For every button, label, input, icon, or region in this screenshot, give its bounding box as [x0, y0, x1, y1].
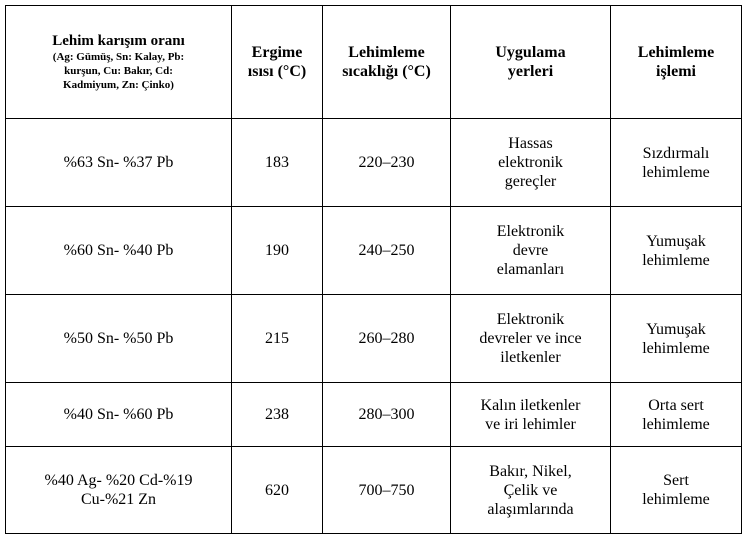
application-line: Hassas: [508, 135, 553, 152]
cell-solder-mix: [6, 119, 232, 207]
header-application-areas: [451, 6, 611, 119]
process-line: lehimleme: [642, 163, 710, 181]
process-line: lehimleme: [642, 415, 710, 433]
solder-mix-text: %40 Ag- %20 Cd-%19: [44, 472, 193, 489]
application-line: ve iri lehimler: [485, 415, 576, 433]
solder-mix-text: %40 Sn- %60 Pb: [63, 406, 174, 423]
solder-mix-table: [5, 5, 742, 534]
cell-solder-mix: [6, 207, 232, 295]
process-line: Yumuşak: [646, 232, 706, 250]
cell-application-areas: [451, 119, 611, 207]
cell-application-areas: [451, 207, 611, 295]
header-soldering-process-line-1: Lehimleme: [637, 44, 715, 61]
header-melting-point-line-1: Ergime: [251, 44, 303, 61]
cell-soldering-temperature: 260–280: [323, 295, 451, 383]
process-line: Sızdırmalı: [642, 144, 710, 162]
header-solder-mix-legend-line-3: Kadmiyum, Zn: Çinko): [63, 79, 174, 91]
application-line: Elektronik: [496, 223, 565, 240]
cell-application-areas: [451, 383, 611, 447]
application-line: elektronik: [498, 154, 563, 171]
cell-melting-point: 215: [232, 295, 323, 383]
header-row: [6, 6, 742, 119]
solder-mix-text: %63 Sn- %37 Pb: [63, 154, 174, 171]
header-soldering-temperature-line-2: sıcaklığı (°C): [342, 63, 431, 80]
header-soldering-temperature: [323, 6, 451, 119]
solder-mix-text: Cu-%21 Zn: [80, 491, 157, 508]
header-melting-point: [232, 6, 323, 119]
application-line: gereçler: [504, 173, 557, 190]
application-line: Çelik ve: [503, 481, 558, 499]
process-line: Sert: [663, 472, 689, 489]
cell-soldering-process: [611, 119, 742, 207]
header-melting-point-line-2: ısısı (°C): [247, 63, 307, 80]
application-line: devre: [512, 242, 549, 259]
cell-soldering-temperature: 700–750: [323, 447, 451, 534]
table-row: [6, 207, 742, 295]
header-application-areas-line-1: Uygulama: [495, 44, 566, 61]
cell-application-areas: [451, 447, 611, 534]
cell-solder-mix: [6, 383, 232, 447]
table-row: [6, 447, 742, 534]
application-line: elamanları: [496, 261, 565, 278]
header-solder-mix-legend-line-1: (Ag: Gümüş, Sn: Kalay, Pb:: [52, 51, 185, 63]
cell-melting-point: 190: [232, 207, 323, 295]
solder-mix-text: %60 Sn- %40 Pb: [63, 242, 174, 259]
cell-solder-mix: [6, 295, 232, 383]
process-line: Orta sert: [648, 396, 704, 414]
cell-soldering-temperature: 240–250: [323, 207, 451, 295]
header-soldering-temperature-line-1: Lehimleme: [348, 44, 425, 61]
cell-melting-point: 183: [232, 119, 323, 207]
header-solder-mix: [6, 6, 232, 119]
application-line: Kalın iletkenler: [480, 396, 581, 414]
process-line: lehimleme: [642, 491, 710, 508]
application-line: devreler ve ince: [479, 330, 582, 347]
header-soldering-process-line-2: işlemi: [656, 63, 696, 80]
header-application-areas-line-2: yerleri: [507, 63, 554, 80]
application-line: Bakır, Nikel,: [489, 462, 572, 480]
cell-solder-mix: [6, 447, 232, 534]
cell-soldering-process: [611, 383, 742, 447]
process-line: lehimleme: [642, 251, 710, 269]
application-line: iletkenler: [500, 349, 561, 366]
process-line: Yumuşak: [646, 320, 706, 338]
cell-soldering-process: [611, 447, 742, 534]
table-row: [6, 295, 742, 383]
cell-soldering-temperature: 220–230: [323, 119, 451, 207]
cell-application-areas: [451, 295, 611, 383]
cell-melting-point: 238: [232, 383, 323, 447]
header-solder-mix-legend-line-2: kurşun, Cu: Bakır, Cd:: [64, 65, 173, 77]
application-line: alaşımlarında: [487, 500, 574, 518]
cell-soldering-process: [611, 207, 742, 295]
cell-soldering-process: [611, 295, 742, 383]
table-row: [6, 383, 742, 447]
header-solder-mix-title: Lehim karışım oranı: [52, 33, 185, 49]
solder-mix-text: %50 Sn- %50 Pb: [63, 330, 174, 347]
table-row: [6, 119, 742, 207]
cell-melting-point: 620: [232, 447, 323, 534]
application-line: Elektronik: [496, 311, 565, 328]
process-line: lehimleme: [642, 339, 710, 357]
cell-soldering-temperature: 280–300: [323, 383, 451, 447]
header-soldering-process: [611, 6, 742, 119]
